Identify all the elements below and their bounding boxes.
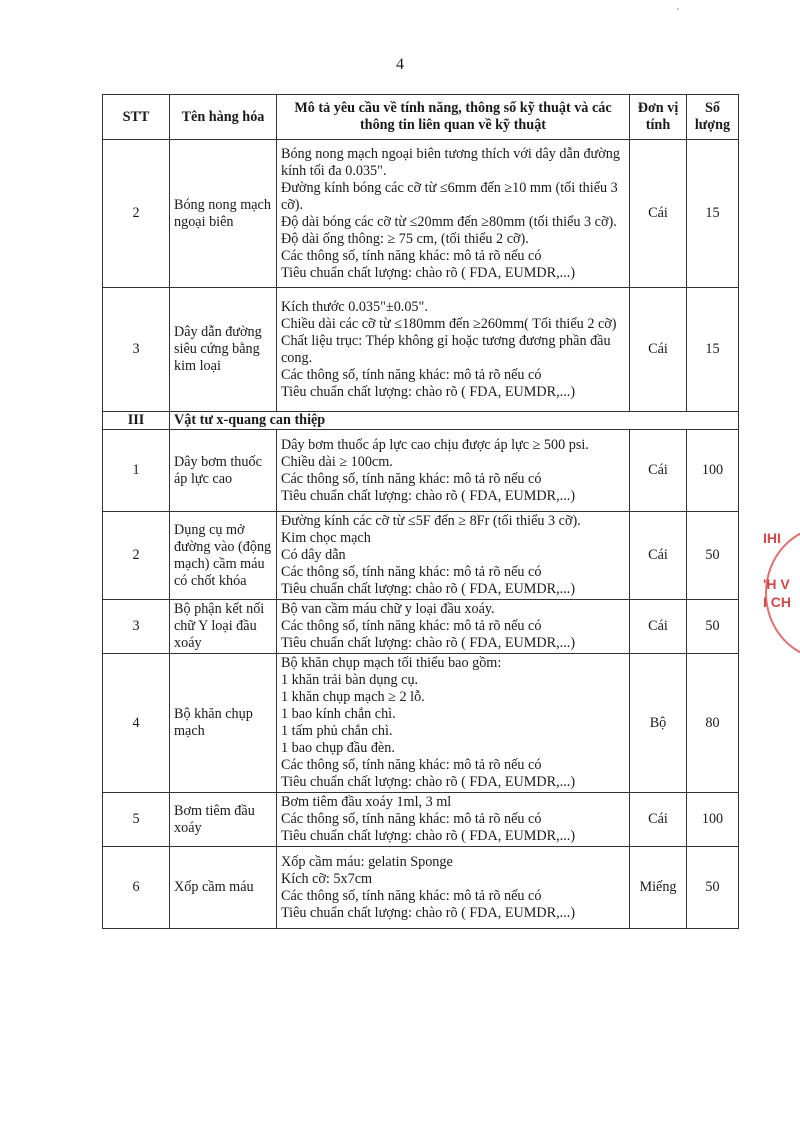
description-line: Chiều dài các cỡ từ ≤180mm đến ≥260mm( Tối thiểu 2 cỡ) bbox=[281, 315, 617, 332]
row-quantity: 100 bbox=[687, 430, 739, 512]
description-line: Đường kính các cỡ từ ≤5F đến ≥ 8Fr (tối thiểu 3 cỡ). bbox=[281, 513, 581, 529]
description-line: Kim chọc mạch bbox=[281, 530, 371, 546]
description-line: Các thông số, tính năng khác: mô tả rõ nếu có bbox=[281, 366, 542, 383]
description-line: Xốp cầm máu: gelatin Sponge bbox=[281, 853, 453, 870]
description-line: Tiêu chuẩn chất lượng: chào rõ ( FDA, EUMDR,...) bbox=[281, 904, 576, 921]
page-number: 4 bbox=[396, 56, 404, 73]
table-row bbox=[103, 847, 739, 929]
row-description bbox=[277, 600, 630, 654]
description-line: Các thông số, tính năng khác: mô tả rõ nếu có bbox=[281, 618, 542, 634]
row-quantity: 50 bbox=[687, 512, 739, 600]
description-line: Đường kính bóng các cỡ từ ≤6mm đến ≥10 mm (tối thiểu 3 cỡ). bbox=[281, 179, 618, 213]
table-row bbox=[103, 654, 739, 793]
description-line: Các thông số, tính năng khác: mô tả rõ nếu có bbox=[281, 887, 542, 904]
row-stt: 4 bbox=[103, 654, 170, 793]
row-quantity: 80 bbox=[687, 654, 739, 793]
description-line: Có dây dẫn bbox=[281, 547, 346, 563]
description-line: Các thông số, tính năng khác: mô tả rõ nếu có bbox=[281, 247, 542, 264]
description-line: Các thông số, tính năng khác: mô tả rõ nếu có bbox=[281, 470, 542, 487]
description-line: 1 bao kính chắn chì. bbox=[281, 706, 396, 722]
row-quantity: 100 bbox=[687, 793, 739, 847]
description-line: Các thông số, tính năng khác: mô tả rõ nếu có bbox=[281, 564, 542, 580]
description-line: Bộ khăn chụp mạch tối thiểu bao gồm: bbox=[281, 655, 502, 671]
table-row bbox=[103, 512, 739, 600]
header-description: Mô tả yêu cầu về tính năng, thông số kỹ thuật và các thông tin liên quan về kỹ thuật bbox=[277, 95, 630, 140]
row-item-name: Bóng nong mạch ngoại biên bbox=[170, 140, 277, 288]
description-line: Tiêu chuẩn chất lượng: chào rõ ( FDA, EUMDR,...) bbox=[281, 774, 576, 790]
row-stt: 1 bbox=[103, 430, 170, 512]
description-line: Độ dài bóng các cỡ từ ≤20mm đến ≥80mm (tối thiểu 3 cỡ). bbox=[281, 213, 617, 230]
row-description bbox=[277, 847, 630, 929]
row-item-name: Dụng cụ mở đường vào (động mạch) cầm máu có chốt khóa bbox=[170, 512, 277, 600]
description-line: Chất liệu trục: Thép không gỉ hoặc tương đương phần đầu cong. bbox=[281, 332, 611, 366]
row-quantity: 50 bbox=[687, 847, 739, 929]
row-stt: 2 bbox=[103, 512, 170, 600]
section-title: Vật tư x-quang can thiệp bbox=[170, 412, 739, 430]
description-line: Tiêu chuẩn chất lượng: chào rõ ( FDA, EUMDR,...) bbox=[281, 635, 576, 651]
section-header-row bbox=[103, 412, 739, 430]
row-quantity: 50 bbox=[687, 600, 739, 654]
table-row bbox=[103, 430, 739, 512]
row-unit: Cái bbox=[630, 430, 687, 512]
row-unit: Bộ bbox=[630, 654, 687, 793]
row-unit: Cái bbox=[630, 288, 687, 412]
table-row bbox=[103, 793, 739, 847]
description-line: 1 khăn trải bàn dụng cụ. bbox=[281, 672, 419, 688]
description-line: Tiêu chuẩn chất lượng: chào rõ ( FDA, EUMDR,...) bbox=[281, 383, 576, 400]
description-line: Các thông số, tính năng khác: mô tả rõ nếu có bbox=[281, 811, 542, 827]
description-line: Tiêu chuẩn chất lượng: chào rõ ( FDA, EUMDR,...) bbox=[281, 487, 576, 504]
row-quantity: 15 bbox=[687, 140, 739, 288]
description-line: Tiêu chuẩn chất lượng: chào rõ ( FDA, EUMDR,...) bbox=[281, 581, 576, 597]
row-unit: Cái bbox=[630, 140, 687, 288]
row-quantity: 15 bbox=[687, 288, 739, 412]
description-line: Bộ van cầm máu chữ y loại đầu xoáy. bbox=[281, 601, 495, 617]
table-body bbox=[103, 140, 739, 929]
row-description bbox=[277, 288, 630, 412]
row-item-name: Xốp cầm máu bbox=[170, 847, 277, 929]
row-description bbox=[277, 654, 630, 793]
row-stt: 2 bbox=[103, 140, 170, 288]
row-description bbox=[277, 430, 630, 512]
row-description bbox=[277, 512, 630, 600]
description-line: Kích cỡ: 5x7cm bbox=[281, 870, 373, 887]
description-line: Tiêu chuẩn chất lượng: chào rõ ( FDA, EUMDR,...) bbox=[281, 264, 576, 281]
row-stt: 5 bbox=[103, 793, 170, 847]
description-line: Độ dài ống thông: ≥ 75 cm, (tối thiểu 2 cỡ). bbox=[281, 230, 529, 247]
description-line: 1 bao chụp đầu đèn. bbox=[281, 740, 395, 756]
description-line: Kích thước 0.035"±0.05". bbox=[281, 298, 428, 315]
table-row bbox=[103, 140, 739, 288]
description-line: 1 khăn chụp mạch ≥ 2 lỗ. bbox=[281, 689, 425, 705]
row-unit: Cái bbox=[630, 512, 687, 600]
description-line: Bóng nong mạch ngoại biên tương thích với dây dẫn đường kính tối đa 0.035". bbox=[281, 145, 620, 179]
row-item-name: Bộ khăn chụp mạch bbox=[170, 654, 277, 793]
row-description bbox=[277, 140, 630, 288]
table-row bbox=[103, 288, 739, 412]
description-line: Tiêu chuẩn chất lượng: chào rõ ( FDA, EUMDR,...) bbox=[281, 828, 576, 844]
row-description bbox=[277, 793, 630, 847]
row-unit: Cái bbox=[630, 600, 687, 654]
header-stt: STT bbox=[103, 95, 170, 140]
row-unit: Cái bbox=[630, 793, 687, 847]
seal-text: 'H V bbox=[763, 576, 790, 592]
description-line: 1 tấm phủ chắn chì. bbox=[281, 723, 393, 739]
row-unit: Miếng bbox=[630, 847, 687, 929]
row-stt: 6 bbox=[103, 847, 170, 929]
seal-ring bbox=[765, 526, 800, 660]
seal-text: I CH bbox=[763, 594, 791, 610]
row-stt: 3 bbox=[103, 600, 170, 654]
header-name: Tên hàng hóa bbox=[170, 95, 277, 140]
header-quantity: Số lượng bbox=[687, 95, 739, 140]
description-line: Các thông số, tính năng khác: mô tả rõ nếu có bbox=[281, 757, 542, 773]
description-line: Dây bơm thuốc áp lực cao chịu được áp lực ≥ 500 psi. bbox=[281, 436, 589, 453]
row-item-name: Dây bơm thuốc áp lực cao bbox=[170, 430, 277, 512]
description-line: Chiều dài ≥ 100cm. bbox=[281, 453, 393, 470]
section-number: III bbox=[103, 412, 170, 430]
specification-table bbox=[102, 94, 739, 929]
description-line: Bơm tiêm đầu xoáy 1ml, 3 ml bbox=[281, 794, 452, 810]
row-item-name: Dây dẫn đường siêu cứng bằng kim loại bbox=[170, 288, 277, 412]
row-item-name: Bộ phận kết nối chữ Y loại đầu xoáy bbox=[170, 600, 277, 654]
row-item-name: Bơm tiêm đầu xoáy bbox=[170, 793, 277, 847]
red-seal-stamp bbox=[755, 520, 800, 660]
table-row bbox=[103, 600, 739, 654]
scan-speck bbox=[677, 8, 679, 10]
table-header-row bbox=[103, 95, 739, 140]
row-stt: 3 bbox=[103, 288, 170, 412]
seal-text: IHI bbox=[763, 530, 781, 546]
header-unit: Đơn vị tính bbox=[630, 95, 687, 140]
